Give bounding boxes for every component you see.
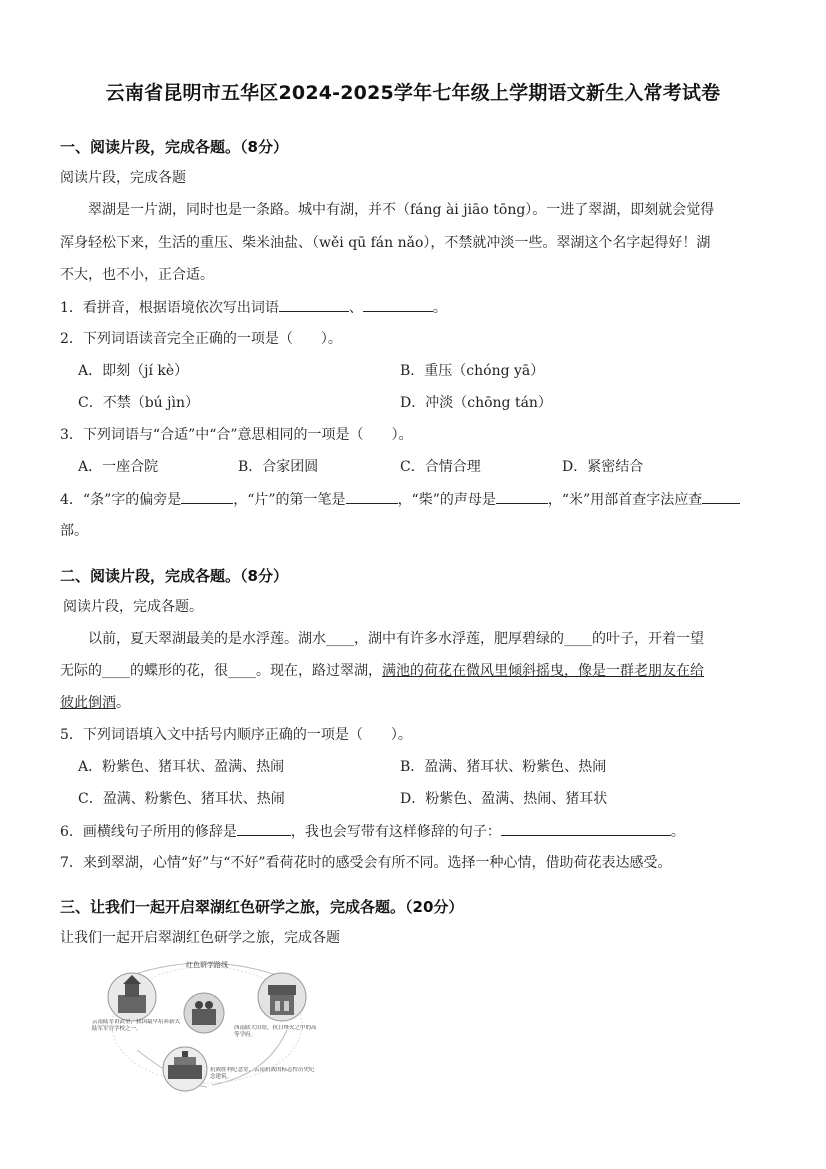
- section2-passage-line3-end: 。: [116, 695, 130, 711]
- answer-blank[interactable]: [237, 821, 291, 836]
- question-2: 2．下列词语读音完全正确的一项是（ ）。: [60, 331, 342, 347]
- question-5-option-b[interactable]: B．盈满、猪耳状、粉紫色、热闹: [400, 759, 607, 775]
- caption-military-academy: 云南陆军讲武堂，我国最早培养新式陆军军官学校之一。: [92, 1019, 181, 1032]
- section1-intro: 阅读片段，完成各题: [60, 170, 186, 186]
- answer-blank[interactable]: [496, 489, 548, 504]
- southwest-university-photo: [258, 973, 306, 1021]
- question-2-option-a[interactable]: A．即刻（jí kè）: [78, 363, 189, 379]
- section1-heading: 一、阅读片段，完成各题。（8分）: [60, 138, 288, 156]
- question-6: [60, 821, 685, 842]
- question-1-end: 。: [432, 300, 447, 316]
- caption-southwest-university: 西南联大旧址，抗日烽火之中的高等学府。: [234, 1025, 317, 1038]
- section2-passage-line1: 以前，夏天翠湖最美的是水浮莲。湖水____，湖中有许多水浮莲，肥厚碧绿的____的叶子，开着一望: [88, 631, 704, 647]
- question-3-option-c[interactable]: C．合情合理: [400, 459, 481, 475]
- question-5-option-a[interactable]: A．粉紫色、猪耳状、盈满、热闹: [78, 759, 285, 775]
- question-1: [60, 297, 447, 318]
- underlined-sentence-end: 彼此倒酒: [60, 695, 116, 711]
- question-4-part4: ，“米”用部首查字法应查: [547, 492, 703, 508]
- section2-passage-line2: [60, 661, 704, 681]
- question-5-option-d[interactable]: D．粉紫色、盈满、热闹、猪耳状: [400, 791, 608, 807]
- question-5: 5．下列词语填入文中括号内顺序正确的一项是（ ）。: [60, 727, 412, 743]
- caption-victory-memorial: 抗战胜利纪念堂，云南抗战的标志性历史纪念建筑。: [210, 1067, 315, 1080]
- victory-memorial-photo: [163, 1047, 207, 1091]
- section2-heading: 二、阅读片段，完成各题。（8分）: [60, 567, 288, 585]
- answer-blank[interactable]: [279, 297, 349, 312]
- underlined-sentence: 满池的荷花在微风里倾斜摇曳，像是一群老朋友在给: [382, 663, 704, 679]
- section1-passage-line3: 不大，也不小，正合适。: [60, 267, 214, 283]
- question-6-end: 。: [670, 824, 685, 840]
- red-study-route-figure: [92, 955, 322, 1095]
- question-3-option-b[interactable]: B．合家团圆: [238, 459, 319, 475]
- section1-passage-line1: 翠湖是一片湖，同时也是一条路。城中有湖，并不（fáng ài jiāo tōng）。一进了翠湖，即刻就会觉得: [88, 202, 715, 218]
- route-title: 红色研学路线: [186, 961, 228, 969]
- question-2-option-d[interactable]: D．冲淡（chōng tán）: [400, 395, 552, 411]
- answer-blank[interactable]: [363, 297, 433, 312]
- section2-intro: 阅读片段，完成各题。: [63, 599, 203, 615]
- question-4-part3: ，“柴”的声母是: [397, 492, 496, 508]
- question-4-part1: 4．“条”字的偏旁是: [60, 492, 182, 508]
- question-5-option-c[interactable]: C．盈满、粉紫色、猪耳状、热闹: [78, 791, 285, 807]
- question-7: 7．来到翠湖，心情“好”与“不好”看荷花时的感受会有所不同。选择一种心情，借助荷花表达感受。: [60, 855, 672, 871]
- question-3: 3．下列词语与“合适”中“合”意思相同的一项是（ ）。: [60, 427, 413, 443]
- answer-blank[interactable]: [501, 821, 671, 836]
- section2-passage-line2-text: 无际的____的蝶形的花，很____。现在，路过翠湖，: [60, 663, 382, 679]
- answer-blank[interactable]: [181, 489, 233, 504]
- exam-title: 云南省昆明市五华区2024-2025学年七年级上学期语文新生入常考试卷: [105, 82, 721, 104]
- section3-heading: 三、让我们一起开启翠湖红色研学之旅，完成各题。（20分）: [60, 898, 464, 916]
- question-2-option-c[interactable]: C．不禁（bú jìn）: [78, 395, 199, 411]
- section2-passage-line3: [60, 693, 130, 713]
- section3-intro: 让我们一起开启翠湖红色研学之旅，完成各题: [60, 930, 340, 946]
- answer-blank[interactable]: [702, 489, 740, 504]
- military-academy-photo: [108, 973, 156, 1021]
- question-1-text: 1．看拼音，根据语境依次写出词语: [60, 300, 279, 316]
- question-1-separator: 、: [348, 300, 363, 316]
- answer-blank[interactable]: [346, 489, 398, 504]
- question-3-option-a[interactable]: A．一座合院: [78, 459, 159, 475]
- center-memorial-photo: [184, 993, 224, 1033]
- question-4-part2: ，“片”的第一笔是: [233, 492, 346, 508]
- route-diagram: [92, 955, 322, 1095]
- section1-passage-line2: 浑身轻松下来，生活的重压、柴米油盐、（wěi qū fán nǎo），不禁就冲淡一些。翠湖这个名字起得好！湖: [60, 235, 711, 251]
- question-6-part1: 6．画横线句子所用的修辞是: [60, 824, 237, 840]
- question-3-option-d[interactable]: D．紧密结合: [562, 459, 644, 475]
- question-4: [60, 489, 740, 510]
- question-6-part2: ，我也会写带有这样修辞的句子：: [290, 824, 501, 840]
- question-4-end: 部。: [60, 523, 88, 539]
- question-2-option-b[interactable]: B．重压（chóng yā）: [400, 363, 545, 379]
